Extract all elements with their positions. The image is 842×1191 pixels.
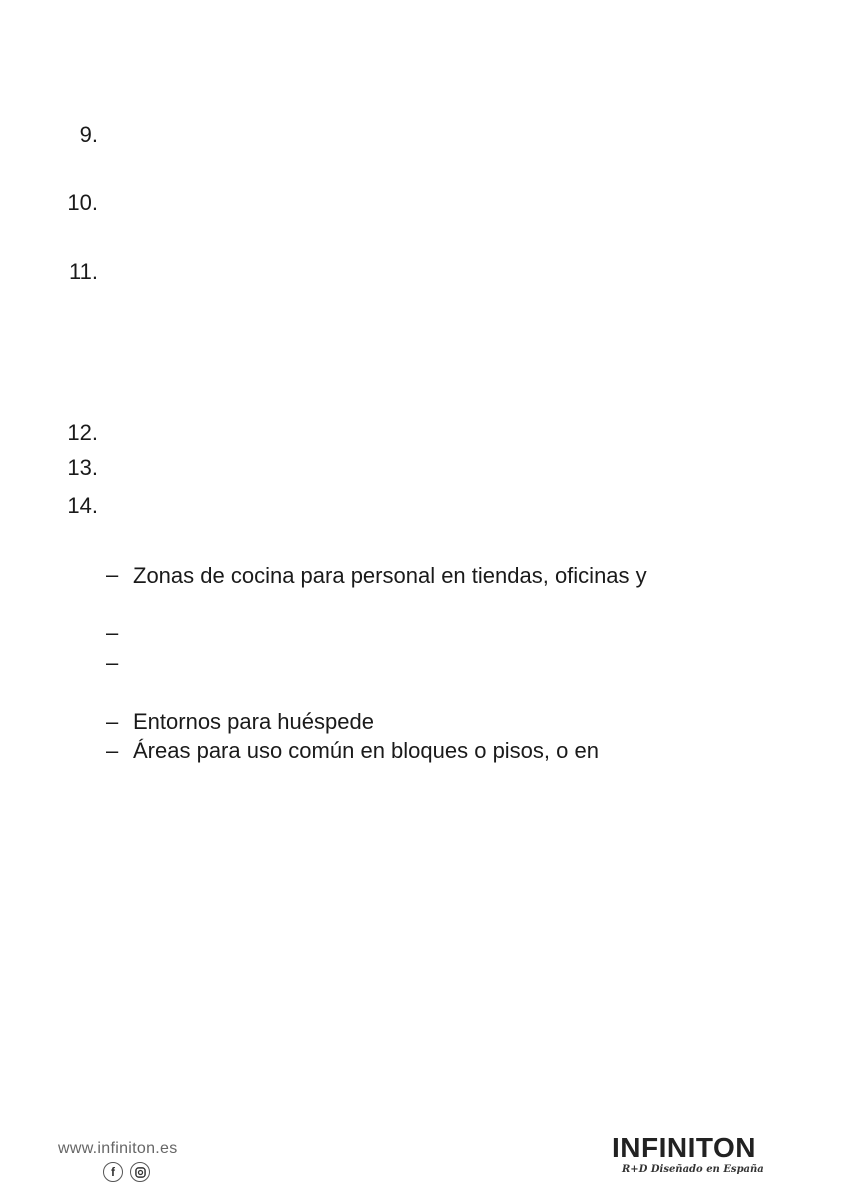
brand-logo: INFINITON <box>612 1132 756 1163</box>
brand-tagline: R+D Diseñado en España <box>622 1164 764 1175</box>
bullet-dash: – <box>106 709 119 734</box>
item-number-14: 14. <box>67 493 98 518</box>
bullet-dash: – <box>106 650 119 675</box>
bullet-dash: – <box>106 738 119 763</box>
bullet-dash: – <box>106 620 119 645</box>
item-number-9: 9. <box>79 122 98 147</box>
website-url[interactable]: www.infiniton.es <box>58 1140 178 1157</box>
facebook-icon[interactable]: f <box>103 1162 123 1182</box>
instagram-icon[interactable] <box>130 1162 150 1182</box>
item-number-11: 11. <box>69 259 98 284</box>
bullet-dash: – <box>106 562 119 587</box>
bullet-text: Áreas para uso común en bloques o pisos, o en <box>133 738 599 763</box>
bullet-text: Entornos para huéspede <box>133 709 374 734</box>
bullet-text: Zonas de cocina para personal en tiendas, oficinas y <box>133 563 647 588</box>
item-number-10: 10. <box>67 190 98 215</box>
item-number-12: 12. <box>67 420 98 445</box>
item-number-13: 13. <box>67 455 98 480</box>
